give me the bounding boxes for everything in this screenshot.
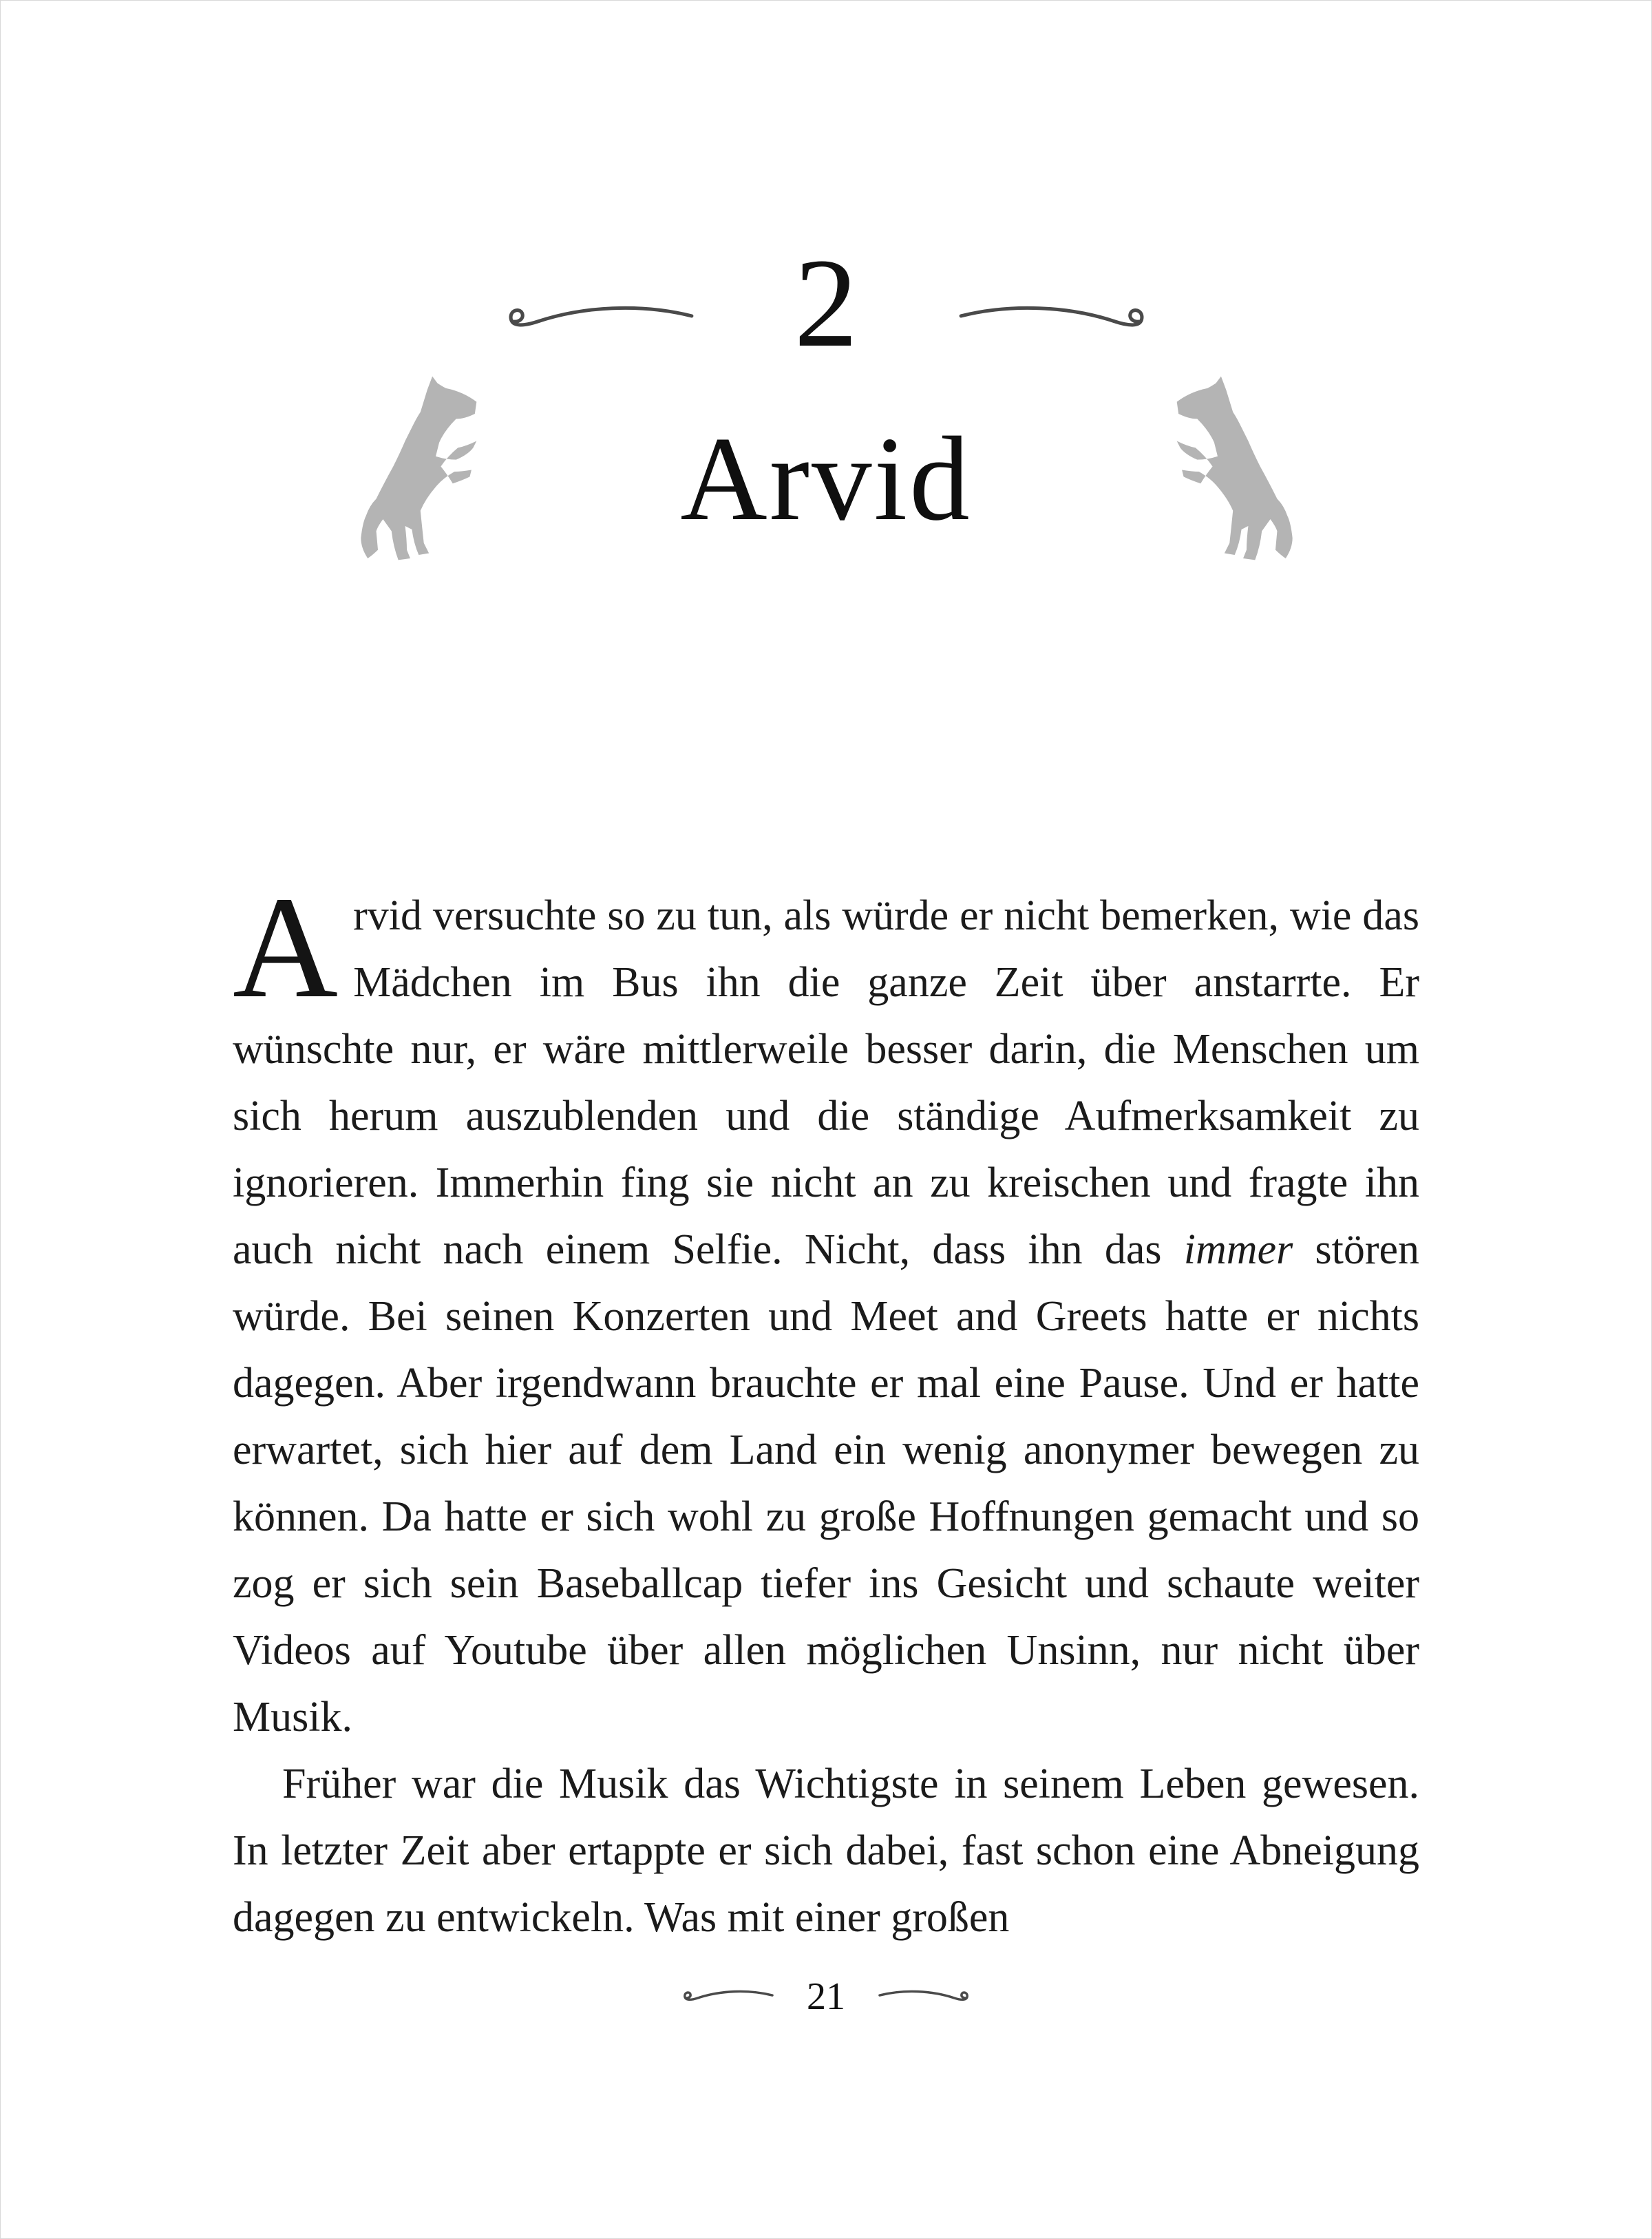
footer-flourish-left-icon <box>680 1982 775 2011</box>
drop-cap: A <box>233 866 339 1028</box>
flourish-right-icon <box>955 297 1152 340</box>
paragraph-1-text: rvid versuchte so zu tun, als würde er nicht bemerken, wie das Mädchen im Bus ihn die ganze Zeit über anstarrte. Er wünschte nur, er wäre mittlerweile besser darin, die Menschen um sich herum auszublenden und die ständige Aufmerksamkeit zu ignorieren. Immerhin fing sie nicht an zu kreischen und fragte ihn auch nicht nach einem Selfie. Nicht, dass ihn das <box>233 892 1419 1273</box>
body-text <box>233 866 1419 1951</box>
paragraph-2: Früher war die Musik das Wichtigste in seinem Leben gewesen. In letzter Zeit aber ertappte er sich dabei, fast schon eine Abneigung dagegen zu entwickeln. Was mit einer großen <box>233 1760 1419 1941</box>
paragraph-1-text-continued: stören würde. Bei seinen Konzerten und Meet and Greets hatte er nichts dagegen. Aber irgendwann brauchte er mal eine Pause. Und er hatte erwartet, sich hier auf dem Land ein wenig anonymer bewegen zu können. Da hatte er sich wohl zu große Hoffnungen gemacht und so zog er sich sein Baseballcap tiefer ins Gesicht und schaute weiter Videos auf Youtube über allen möglichen Unsinn, nur nicht über Musik. <box>233 1226 1419 1741</box>
chapter-title: Arvid <box>680 412 972 545</box>
paragraph-1-italic-word: immer <box>1183 1226 1293 1273</box>
page-number: 21 <box>807 1975 845 2018</box>
paragraph-1 <box>233 866 1419 1751</box>
page-footer <box>0 1977 1652 2016</box>
flourish-stroke <box>685 1991 772 1999</box>
footer-flourish-right-icon <box>877 1982 972 2011</box>
flourish-stroke <box>961 308 1142 325</box>
flourish-stroke <box>880 1991 967 1999</box>
chapter-number: 2 <box>794 233 858 374</box>
